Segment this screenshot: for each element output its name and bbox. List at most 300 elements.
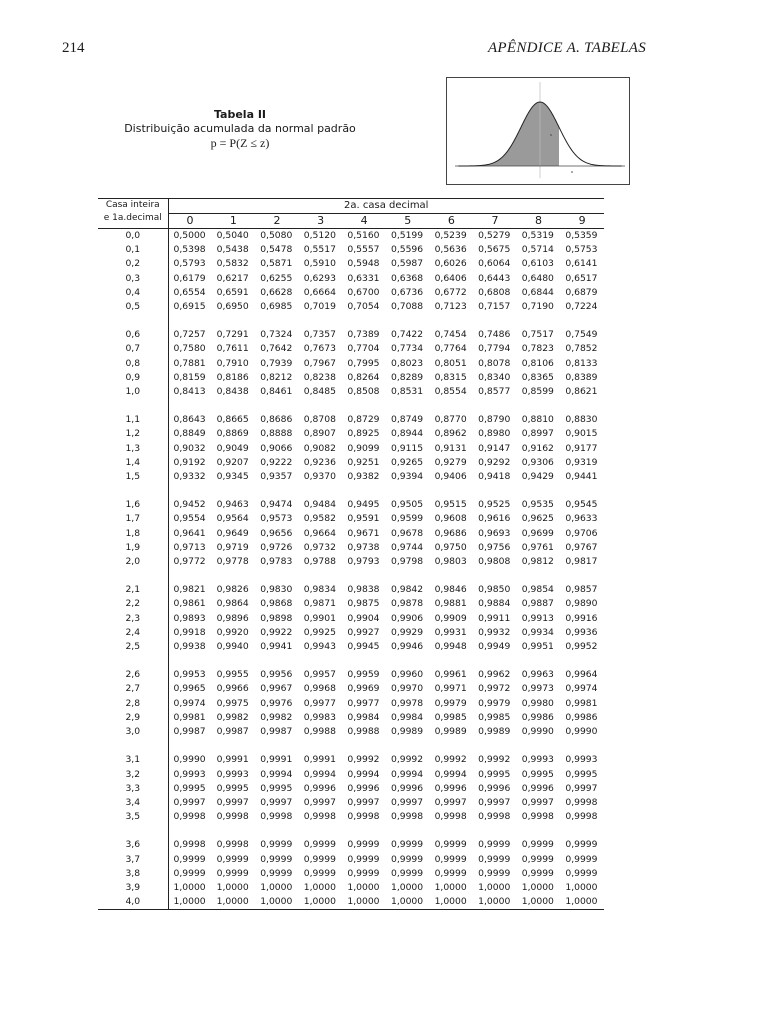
table-cell: 0,7794 xyxy=(478,343,511,355)
row-label: 0,1 xyxy=(98,243,168,257)
table-cell: 0,9994 xyxy=(347,768,380,780)
table-cell: 0,5319 xyxy=(521,230,554,241)
table-cell: 0,9881 xyxy=(434,598,467,610)
table-cell: 0,6293 xyxy=(303,272,336,284)
table-cell: 0,8186 xyxy=(216,371,249,383)
table-cell: 0,9998 xyxy=(390,811,424,823)
table-row xyxy=(98,527,604,541)
row-label: 1,2 xyxy=(98,427,168,441)
table-cell: 0,9821 xyxy=(173,584,206,596)
table-cell: 0,6985 xyxy=(260,301,293,313)
table-cell: 0,9162 xyxy=(521,442,554,454)
table-cell: 0,9686 xyxy=(434,527,467,539)
table-cell: 0,8051 xyxy=(434,357,467,369)
table-cell: 0,7224 xyxy=(565,301,598,313)
table-cell: 0,6255 xyxy=(260,272,293,284)
row-label: 4,0 xyxy=(98,895,168,910)
table-cell: 0,9961 xyxy=(434,669,467,681)
table-cell: 0,9878 xyxy=(390,598,424,610)
table-cell: 0,9671 xyxy=(347,527,380,539)
column-header-7: 7 xyxy=(473,214,517,229)
table-cell: 0,9978 xyxy=(390,697,424,709)
table-cell: 0,9998 xyxy=(173,811,206,823)
table-row xyxy=(98,300,604,314)
table-cell: 0,8438 xyxy=(216,386,249,398)
table-cell: 0,9370 xyxy=(303,471,336,483)
table-cell: 0,9999 xyxy=(521,867,554,879)
table-cell: 0,9999 xyxy=(390,839,424,851)
table-cell: 0,9850 xyxy=(478,584,511,596)
marker-dot xyxy=(550,134,552,136)
table-cell: 0,8289 xyxy=(390,371,424,383)
table-cell: 0,5517 xyxy=(303,244,336,256)
table-cell: 0,9998 xyxy=(478,811,511,823)
table-cell: 0,7157 xyxy=(478,301,511,313)
table-cell: 0,7910 xyxy=(216,357,249,369)
table-cell: 0,9997 xyxy=(303,796,336,808)
table-cell: 0,9934 xyxy=(521,626,554,638)
normal-curve-figure xyxy=(446,77,630,185)
table-cell: 0,9463 xyxy=(216,499,249,511)
table-cell: 0,9357 xyxy=(260,471,293,483)
table-cell: 0,7823 xyxy=(521,343,554,355)
table-cell: 0,9750 xyxy=(434,541,467,553)
table-cell: 0,9999 xyxy=(434,867,467,879)
table-title-block xyxy=(120,108,360,150)
table-cell: 0,8315 xyxy=(434,371,467,383)
table-cell: 0,9999 xyxy=(521,853,554,865)
table-cell: 0,9998 xyxy=(521,811,554,823)
group-spacer xyxy=(98,314,604,328)
table-cell: 0,9970 xyxy=(390,683,424,695)
table-row xyxy=(98,697,604,711)
table-cell: 0,8849 xyxy=(173,428,206,440)
table-row xyxy=(98,427,604,441)
table-cell: 0,7517 xyxy=(521,329,554,341)
column-header-8: 8 xyxy=(517,214,561,229)
column-header-1: 1 xyxy=(212,214,256,229)
table-row xyxy=(98,442,604,456)
table-cell: 0,9996 xyxy=(478,782,511,794)
column-header-3: 3 xyxy=(299,214,343,229)
table-cell: 0,6480 xyxy=(521,272,554,284)
table-cell: 0,9429 xyxy=(521,471,554,483)
table-formula: p = P(Z ≤ z) xyxy=(210,136,270,150)
table-cell: 0,9985 xyxy=(434,711,467,723)
table-cell: 0,9992 xyxy=(478,754,511,766)
table-cell: 0,8888 xyxy=(260,428,293,440)
normal-table xyxy=(98,198,604,910)
table-cell: 0,9967 xyxy=(260,683,293,695)
left-header xyxy=(98,199,168,229)
table-cell: 0,9909 xyxy=(434,612,467,624)
table-cell: 0,9997 xyxy=(478,796,511,808)
table-cell: 0,9738 xyxy=(347,541,380,553)
table-cell: 0,7454 xyxy=(434,329,467,341)
table-cell: 0,9834 xyxy=(303,584,336,596)
table-cell: 0,6844 xyxy=(521,286,554,298)
table-cell: 0,9993 xyxy=(173,768,206,780)
table-cell: 0,9943 xyxy=(303,641,336,653)
table-row xyxy=(98,385,604,399)
table-cell: 0,9999 xyxy=(565,867,598,879)
table-cell: 0,9999 xyxy=(260,839,293,851)
table-row xyxy=(98,881,604,895)
table-cell: 1,0000 xyxy=(517,895,561,910)
row-label: 1,4 xyxy=(98,456,168,470)
group-spacer xyxy=(98,399,604,413)
table-cell: 0,9991 xyxy=(260,754,293,766)
table-cell: 0,9999 xyxy=(347,867,380,879)
table-cell: 0,9582 xyxy=(303,513,336,525)
table-cell: 0,9972 xyxy=(478,683,511,695)
table-cell: 0,9938 xyxy=(173,641,206,653)
table-cell: 0,9192 xyxy=(173,456,206,468)
table-cell: 0,6554 xyxy=(173,286,206,298)
table-cell: 0,7673 xyxy=(303,343,336,355)
table-cell: 0,9474 xyxy=(260,499,293,511)
table-cell: 0,9999 xyxy=(216,853,249,865)
table-row xyxy=(98,342,604,356)
table-cell: 0,9995 xyxy=(565,768,598,780)
table-cell: 0,9177 xyxy=(565,442,598,454)
row-label: 1,0 xyxy=(98,385,168,399)
table-row xyxy=(98,243,604,257)
table-row xyxy=(98,498,604,512)
table-cell: 0,9999 xyxy=(390,867,424,879)
table-cell: 0,9999 xyxy=(565,839,598,851)
table-cell: 0,5714 xyxy=(521,244,554,256)
table-cell: 0,9996 xyxy=(390,782,424,794)
table-cell: 0,6950 xyxy=(216,301,249,313)
table-cell: 0,5438 xyxy=(216,244,249,256)
table-cell: 0,9861 xyxy=(173,598,206,610)
table-cell: 0,9996 xyxy=(521,782,554,794)
table-cell: 0,9332 xyxy=(173,471,206,483)
table-cell: 0,9936 xyxy=(565,626,598,638)
row-label: 2,2 xyxy=(98,597,168,611)
table-cell: 0,7764 xyxy=(434,343,467,355)
table-cell: 0,5636 xyxy=(434,244,467,256)
table-cell: 0,9941 xyxy=(260,641,293,653)
table-row xyxy=(98,626,604,640)
column-header-4: 4 xyxy=(342,214,386,229)
table-cell: 0,7995 xyxy=(347,357,380,369)
table-cell: 0,9996 xyxy=(347,782,380,794)
table-cell: 0,9998 xyxy=(347,811,380,823)
group-header: 2a. casa decimal xyxy=(168,199,604,214)
table-cell: 0,9996 xyxy=(303,782,336,794)
table-row xyxy=(98,272,604,286)
table-cell: 0,9999 xyxy=(303,853,336,865)
table-cell: 0,8665 xyxy=(216,414,249,426)
table-cell: 0,5557 xyxy=(347,244,380,256)
table-cell: 0,9998 xyxy=(434,811,467,823)
table-cell: 0,7054 xyxy=(347,301,380,313)
table-cell: 0,9981 xyxy=(173,711,206,723)
table-cell: 0,7549 xyxy=(565,329,598,341)
row-label: 2,0 xyxy=(98,555,168,569)
table-cell: 0,8599 xyxy=(521,386,554,398)
table-cell: 0,9994 xyxy=(303,768,336,780)
table-cell: 0,9959 xyxy=(347,669,380,681)
table-row xyxy=(98,597,604,611)
table-cell: 0,8389 xyxy=(565,371,598,383)
table-cell: 0,7580 xyxy=(173,343,206,355)
table-title: Tabela II xyxy=(213,108,267,121)
table-cell: 0,9875 xyxy=(347,598,380,610)
row-label: 2,9 xyxy=(98,711,168,725)
marker-dot xyxy=(571,171,573,173)
table-cell: 0,8643 xyxy=(173,414,206,426)
table-cell: 0,9207 xyxy=(216,456,249,468)
table-cell: 0,9868 xyxy=(260,598,293,610)
table-cell: 0,9979 xyxy=(478,697,511,709)
table-cell: 0,6879 xyxy=(565,286,598,298)
table-cell: 0,9993 xyxy=(565,754,598,766)
table-cell: 0,9772 xyxy=(173,556,206,568)
table-cell: 0,9732 xyxy=(303,541,336,553)
table-cell: 0,6808 xyxy=(478,286,511,298)
row-label: 3,5 xyxy=(98,810,168,824)
table-cell: 0,6368 xyxy=(390,272,424,284)
table-cell: 0,9960 xyxy=(390,669,424,681)
table-cell: 0,9406 xyxy=(434,471,467,483)
table-cell: 0,9803 xyxy=(434,556,467,568)
table-cell: 0,9664 xyxy=(303,527,336,539)
table-cell: 0,9957 xyxy=(303,669,336,681)
table-cell: 1,0000 xyxy=(342,895,386,910)
table-cell: 0,9999 xyxy=(173,867,206,879)
table-cell: 0,8962 xyxy=(434,428,467,440)
shaded-area xyxy=(458,102,559,166)
table-cell: 0,9656 xyxy=(260,527,293,539)
table-cell: 0,9591 xyxy=(347,513,380,525)
table-row xyxy=(98,682,604,696)
table-cell: 0,9625 xyxy=(521,513,554,525)
table-cell: 0,6736 xyxy=(390,286,424,298)
table-cell: 0,9998 xyxy=(173,839,206,851)
table-cell: 0,9699 xyxy=(521,527,554,539)
table-cell: 0,8413 xyxy=(173,386,206,398)
table-cell: 0,9641 xyxy=(173,527,206,539)
table-cell: 0,9767 xyxy=(565,541,598,553)
table-cell: 0,9989 xyxy=(434,726,467,738)
table-cell: 0,7422 xyxy=(390,329,424,341)
table-cell: 0,9292 xyxy=(478,456,511,468)
table-row xyxy=(98,895,604,910)
row-label: 2,5 xyxy=(98,640,168,654)
table-cell: 0,5279 xyxy=(478,230,511,241)
table-cell: 0,9545 xyxy=(565,499,598,511)
table-cell: 0,9985 xyxy=(478,711,511,723)
table-cell: 0,5080 xyxy=(260,230,293,241)
table-subtitle: Distribuição acumulada da normal padrão xyxy=(124,122,356,135)
table-cell: 0,9999 xyxy=(260,853,293,865)
table-cell: 0,9999 xyxy=(478,839,511,851)
row-label: 1,9 xyxy=(98,541,168,555)
table-row xyxy=(98,838,604,852)
table-cell: 0,9394 xyxy=(390,471,424,483)
table-cell: 0,8106 xyxy=(521,357,554,369)
table-cell: 0,8577 xyxy=(478,386,511,398)
table-cell: 0,7019 xyxy=(303,301,336,313)
table-cell: 0,9948 xyxy=(434,641,467,653)
table-cell: 0,5753 xyxy=(565,244,598,256)
table-cell: 0,9906 xyxy=(390,612,424,624)
table-cell: 1,0000 xyxy=(303,881,336,893)
table-cell: 0,9997 xyxy=(347,796,380,808)
table-cell: 0,9999 xyxy=(260,867,293,879)
table-cell: 0,9999 xyxy=(434,839,467,851)
table-cell: 0,9911 xyxy=(478,612,511,624)
table-cell: 0,9991 xyxy=(303,754,336,766)
table-cell: 0,9495 xyxy=(347,499,380,511)
table-row xyxy=(98,711,604,725)
row-label: 0,6 xyxy=(98,328,168,342)
table-cell: 0,9916 xyxy=(565,612,598,624)
table-cell: 0,8980 xyxy=(478,428,511,440)
row-label: 0,3 xyxy=(98,272,168,286)
table-row xyxy=(98,810,604,824)
table-cell: 0,9719 xyxy=(216,541,249,553)
table-row xyxy=(98,782,604,796)
table-cell: 0,9940 xyxy=(216,641,249,653)
table-cell: 0,9999 xyxy=(478,867,511,879)
table-cell: 0,9996 xyxy=(434,782,467,794)
table-cell: 0,5199 xyxy=(390,230,424,241)
row-label: 1,3 xyxy=(98,442,168,456)
table-cell: 0,5871 xyxy=(260,258,293,270)
table-cell: 0,9999 xyxy=(347,839,380,851)
table-cell: 0,9982 xyxy=(260,711,293,723)
table-cell: 0,9884 xyxy=(478,598,511,610)
table-cell: 0,9890 xyxy=(565,598,598,610)
column-header-5: 5 xyxy=(386,214,430,229)
table-cell: 0,9955 xyxy=(216,669,249,681)
table-cell: 0,9032 xyxy=(173,442,206,454)
table-cell: 0,9706 xyxy=(565,527,598,539)
table-cell: 0,9995 xyxy=(173,782,206,794)
table-cell: 0,9515 xyxy=(434,499,467,511)
table-row xyxy=(98,328,604,342)
table-cell: 0,9115 xyxy=(390,442,424,454)
table-cell: 0,9990 xyxy=(173,754,206,766)
table-cell: 0,8461 xyxy=(260,386,293,398)
table-cell: 0,9015 xyxy=(565,428,598,440)
left-header-line2: e 1a.decimal xyxy=(103,213,162,223)
row-label: 3,7 xyxy=(98,853,168,867)
table-row xyxy=(98,768,604,782)
table-cell: 0,5987 xyxy=(390,258,424,270)
table-cell: 0,7389 xyxy=(347,329,380,341)
table-cell: 0,8485 xyxy=(303,386,336,398)
table-cell: 0,9999 xyxy=(303,839,336,851)
table-cell: 0,9991 xyxy=(216,754,249,766)
table-cell: 0,5793 xyxy=(173,258,206,270)
column-header-2: 2 xyxy=(255,214,299,229)
table-cell: 0,9693 xyxy=(478,527,511,539)
table-cell: 0,5596 xyxy=(390,244,424,256)
table-cell: 0,9616 xyxy=(478,513,511,525)
table-cell: 0,9963 xyxy=(521,669,554,681)
table-cell: 0,9995 xyxy=(216,782,249,794)
row-label: 2,1 xyxy=(98,583,168,597)
table-cell: 0,9925 xyxy=(303,626,336,638)
table-cell: 0,8212 xyxy=(260,371,293,383)
table-cell: 0,8133 xyxy=(565,357,598,369)
row-label: 1,7 xyxy=(98,512,168,526)
table-cell: 0,7190 xyxy=(521,301,554,313)
group-spacer xyxy=(98,654,604,668)
table-cell: 0,9997 xyxy=(173,796,206,808)
table-cell: 0,8997 xyxy=(521,428,554,440)
table-cell: 0,6664 xyxy=(303,286,336,298)
table-cell: 0,7852 xyxy=(565,343,598,355)
table-cell: 0,5239 xyxy=(434,230,467,241)
table-cell: 1,0000 xyxy=(260,881,293,893)
table-cell: 0,9932 xyxy=(478,626,511,638)
table-cell: 0,8907 xyxy=(303,428,336,440)
table-row xyxy=(98,853,604,867)
row-label: 3,1 xyxy=(98,753,168,767)
table-cell: 1,0000 xyxy=(478,881,511,893)
table-cell: 0,8554 xyxy=(434,386,467,398)
row-label: 3,0 xyxy=(98,725,168,739)
table-cell: 0,9554 xyxy=(173,513,206,525)
table-cell: 0,9918 xyxy=(173,626,206,638)
table-cell: 0,7257 xyxy=(173,329,206,341)
table-cell: 0,7704 xyxy=(347,343,380,355)
table-cell: 0,9992 xyxy=(347,754,380,766)
table-cell: 0,9484 xyxy=(303,499,336,511)
table-cell: 0,8531 xyxy=(390,386,424,398)
table-cell: 0,9994 xyxy=(434,768,467,780)
table-cell: 0,8925 xyxy=(347,428,380,440)
table-cell: 0,9984 xyxy=(347,711,380,723)
table-cell: 0,9987 xyxy=(216,726,249,738)
table-row xyxy=(98,413,604,427)
row-label: 1,8 xyxy=(98,527,168,541)
table-cell: 0,9920 xyxy=(216,626,249,638)
table-cell: 1,0000 xyxy=(560,895,604,910)
table-cell: 1,0000 xyxy=(521,881,554,893)
table-cell: 0,8621 xyxy=(565,386,598,398)
table-cell: 0,7324 xyxy=(260,329,293,341)
table-cell: 0,6406 xyxy=(434,272,467,284)
table-cell: 0,8264 xyxy=(347,371,380,383)
table-cell: 0,9983 xyxy=(303,711,336,723)
table-cell: 0,9761 xyxy=(521,541,554,553)
table-cell: 0,9898 xyxy=(260,612,293,624)
table-row xyxy=(98,796,604,810)
table-cell: 0,9969 xyxy=(347,683,380,695)
table-cell: 0,5832 xyxy=(216,258,249,270)
row-label: 0,2 xyxy=(98,257,168,271)
table-cell: 0,9826 xyxy=(216,584,249,596)
table-cell: 0,8686 xyxy=(260,414,293,426)
column-header-6: 6 xyxy=(430,214,474,229)
table-row xyxy=(98,640,604,654)
table-cell: 0,8159 xyxy=(173,371,206,383)
table-cell: 1,0000 xyxy=(212,895,256,910)
table-cell: 0,9678 xyxy=(390,527,424,539)
row-label: 3,6 xyxy=(98,838,168,852)
table-cell: 0,9971 xyxy=(434,683,467,695)
table-cell: 0,8078 xyxy=(478,357,511,369)
table-cell: 0,6026 xyxy=(434,258,467,270)
table-cell: 0,9995 xyxy=(260,782,293,794)
